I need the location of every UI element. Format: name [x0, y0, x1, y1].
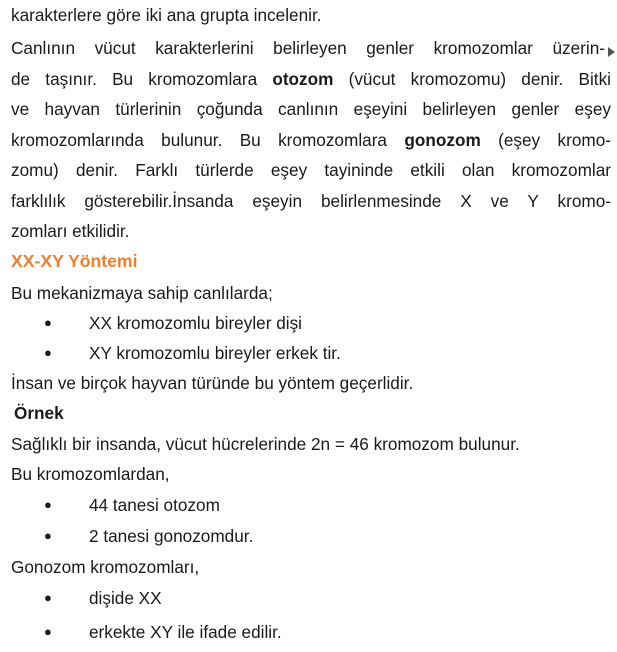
- text-line: Bu mekanizmaya sahip canlılarda;: [11, 283, 273, 303]
- list-item: 44 tanesi otozom: [89, 495, 220, 515]
- list-item: dişide XX: [89, 588, 162, 608]
- text-fragment: kromozomlarında bulunur. Bu kromozomlara: [11, 130, 405, 150]
- text-line: Gonozom kromozomları,: [11, 557, 200, 577]
- text-fragment: de taşınır. Bu kromozomlara: [11, 69, 273, 89]
- bullet-icon: ●: [44, 497, 52, 512]
- list-item: XY kromozomlu bireyler erkek tir.: [89, 343, 341, 363]
- text-line: [11, 130, 611, 150]
- bullet-icon: ●: [44, 315, 52, 330]
- text-line: ve hayvan türlerinin çoğunda canlının eşeyini belirleyen genler eşey: [11, 99, 611, 119]
- text-line: farklılık gösterebilir.İnsanda eşeyin belirlenmesinde X ve Y kromo-: [11, 191, 611, 211]
- text-line: karakterlere göre iki ana grupta incelenir.: [11, 5, 322, 25]
- text-fragment: (eşey kromo-: [480, 130, 611, 150]
- bullet-icon: ●: [44, 590, 52, 605]
- text-line: Bu kromozomlardan,: [11, 464, 170, 484]
- text-line: [11, 69, 611, 89]
- text-line: Sağlıklı bir insanda, vücut hücrelerinde 2n = 46 kromozom bulunur.: [11, 434, 520, 454]
- list-item: XX kromozomlu bireyler dişi: [89, 313, 302, 333]
- text-line: zomları etkilidir.: [11, 221, 130, 241]
- bullet-icon: ●: [44, 345, 52, 360]
- example-heading: Örnek: [14, 403, 64, 423]
- section-heading: XX-XY Yöntemi: [11, 251, 138, 271]
- bullet-icon: ●: [44, 624, 52, 639]
- text-fragment: (vücut kromozomu) denir. Bitki: [333, 69, 611, 89]
- term-gonozom: gonozom: [404, 130, 481, 150]
- text-line: zomu) denir. Farklı türlerde eşey tayininde etkili olan kromozomlar: [11, 160, 611, 180]
- list-item: 2 tanesi gonozomdur.: [89, 526, 254, 546]
- list-item: erkekte XY ile ifade edilir.: [89, 622, 282, 642]
- bullet-icon: ●: [44, 528, 52, 543]
- margin-marker-icon: [606, 44, 617, 60]
- text-line: Canlının vücut karakterlerini belirleyen genler kromozomlar üzerin-: [11, 38, 605, 58]
- term-otozom: otozom: [272, 69, 334, 89]
- text-line: İnsan ve birçok hayvan türünde bu yöntem geçerlidir.: [11, 373, 414, 393]
